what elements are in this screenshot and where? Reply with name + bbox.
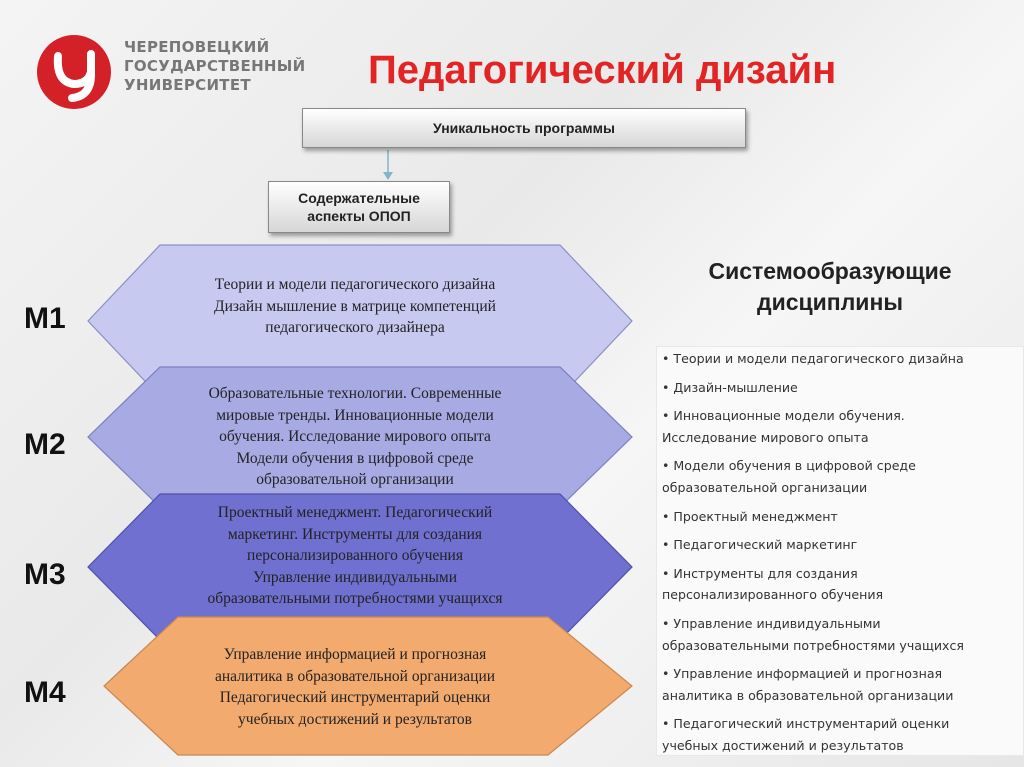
page-title: Педагогический дизайн (368, 48, 837, 92)
module-2-line: мировые тренды. Инновационные модели (216, 406, 494, 424)
list-item: • Теории и модели педагогического дизайна (662, 351, 964, 366)
module-2-line: образовательной организации (256, 471, 454, 488)
module-1-line: педагогического дизайнера (265, 319, 445, 336)
list-item: • Педагогический маркетинг (662, 537, 858, 552)
list-item: • Модели обучения в цифровой среде (662, 458, 916, 473)
system-disciplines-title-line: Системообразующие (708, 258, 952, 284)
module-4-label: М4 (24, 676, 66, 709)
module-4-line: Педагогический инструментарий оценки (219, 689, 491, 706)
list-item: образовательными потребностями учащихся (662, 638, 965, 653)
uniqueness-label: Уникальность программы (433, 120, 615, 136)
module-3-line: Проектный менеджмент. Педагогический (217, 504, 493, 521)
university-name-line-2: ГОСУДАРСТВЕННЫЙ (124, 57, 306, 75)
module-4-line: учебных достижений и результатов (238, 710, 472, 728)
module-4-text (150, 644, 560, 730)
system-disciplines-title-line: дисциплины (757, 289, 903, 315)
list-item: • Педагогический инструментарий оценки (662, 716, 950, 731)
content-aspects-line-1: Содержательные (298, 190, 420, 206)
list-item: аналитика в образовательной организации (662, 688, 954, 703)
university-name-line-1: ЧЕРЕПОВЕЦКИЙ (124, 38, 270, 56)
list-item: учебных достижений и результатов (662, 738, 904, 753)
module-2-line: Образовательные технологии. Современные (208, 385, 502, 402)
module-1-label: М1 (24, 302, 66, 335)
list-item: • Дизайн-мышление (662, 380, 798, 395)
module-3-line: персонализированного обучения (247, 547, 463, 564)
module-4-line: Управление информацией и прогнозная (223, 646, 487, 663)
list-item: образовательной организации (662, 480, 868, 495)
content-aspects-line-2: аспекты ОПОП (307, 208, 411, 224)
module-3-text (150, 502, 560, 610)
module-1-line: Дизайн мышление в матрице компетенций (214, 297, 496, 315)
module-2-line: обучения. Исследование мирового опыта (219, 428, 491, 445)
module-2-line: Модели обучения в цифровой среде (236, 449, 474, 467)
list-item: • Управление индивидуальными (662, 616, 881, 631)
module-3-line: Управление индивидуальными (252, 568, 458, 586)
module-2-label: М2 (24, 428, 66, 461)
module-4-line: аналитика в образовательной организации (214, 667, 496, 685)
module-1-line: Теории и модели педагогического дизайна (214, 276, 496, 293)
module-3-line: маркетинг. Инструменты для создания (227, 525, 483, 543)
module-3-line: образовательными потребностями учащихся (207, 590, 503, 607)
list-item: Исследование мирового опыта (662, 430, 869, 445)
list-item: • Проектный менеджмент (662, 509, 838, 524)
module-2-text (150, 383, 560, 491)
disciplines-list (656, 346, 1024, 756)
list-item: персонализированного обучения (662, 587, 884, 602)
list-item: • Управление информацией и прогнозная (662, 666, 943, 681)
list-item: • Инновационные модели обучения. (662, 408, 905, 423)
university-name-line-3: УНИВЕРСИТЕТ (124, 76, 251, 94)
system-disciplines-title (660, 256, 1000, 318)
list-item: • Инструменты для создания (662, 566, 858, 581)
module-3-label: М3 (24, 558, 66, 591)
module-1-text (150, 274, 560, 339)
